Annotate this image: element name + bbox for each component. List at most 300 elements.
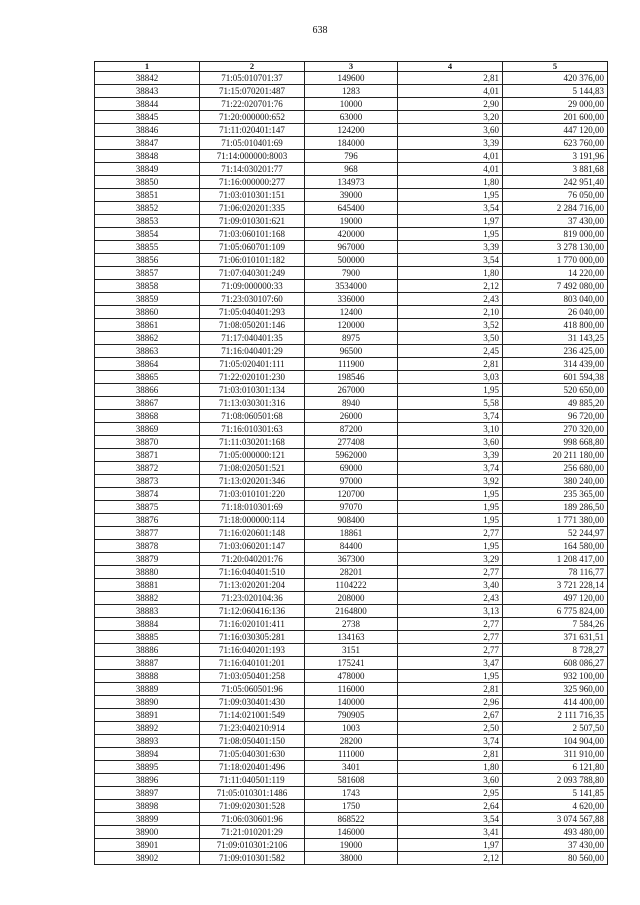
value-cell: 270 320,00 [503,423,608,436]
cadastral-number-cell: 71:16:030305:281 [200,631,305,644]
record-number-cell: 38858 [95,280,200,293]
table-row [95,345,608,358]
area-cell: 63000 [305,111,398,124]
record-number-cell: 38895 [95,761,200,774]
value-cell: 998 668,80 [503,436,608,449]
area-cell: 134973 [305,176,398,189]
rate-cell: 1,97 [398,839,503,852]
value-cell: 3 721 228,14 [503,579,608,592]
cadastral-number-cell: 71:08:050401:150 [200,735,305,748]
rate-cell: 1,95 [398,501,503,514]
value-cell: 932 100,00 [503,670,608,683]
value-cell: 497 120,00 [503,592,608,605]
rate-cell: 3,40 [398,579,503,592]
header-row [95,62,608,72]
record-number-cell: 38881 [95,579,200,592]
table-row [95,813,608,826]
column-header-3: 3 [305,62,398,72]
record-number-cell: 38898 [95,800,200,813]
value-cell: 1 208 417,00 [503,553,608,566]
rate-cell: 2,12 [398,280,503,293]
table-row [95,527,608,540]
table-row [95,306,608,319]
rate-cell: 2,81 [398,358,503,371]
record-number-cell: 38854 [95,228,200,241]
table-row [95,215,608,228]
area-cell: 1104222 [305,579,398,592]
area-cell: 38000 [305,852,398,865]
area-cell: 2164800 [305,605,398,618]
value-cell: 1 771 380,00 [503,514,608,527]
value-cell: 314 439,00 [503,358,608,371]
data-table [94,61,608,865]
rate-cell: 3,52 [398,319,503,332]
record-number-cell: 38859 [95,293,200,306]
area-cell: 39000 [305,189,398,202]
value-cell: 311 910,00 [503,748,608,761]
cadastral-number-cell: 71:05:020401:111 [200,358,305,371]
record-number-cell: 38844 [95,98,200,111]
rate-cell: 3,74 [398,735,503,748]
area-cell: 8940 [305,397,398,410]
record-number-cell: 38893 [95,735,200,748]
record-number-cell: 38875 [95,501,200,514]
value-cell: 49 885,20 [503,397,608,410]
table-row [95,163,608,176]
cadastral-number-cell: 71:16:020601:148 [200,527,305,540]
value-cell: 414 400,00 [503,696,608,709]
area-cell: 8975 [305,332,398,345]
value-cell: 3 191,96 [503,150,608,163]
record-number-cell: 38874 [95,488,200,501]
value-cell: 493 480,00 [503,826,608,839]
cadastral-number-cell: 71:08:020501:521 [200,462,305,475]
table-row [95,787,608,800]
rate-cell: 3,60 [398,774,503,787]
rate-cell: 3,60 [398,124,503,137]
table-row [95,85,608,98]
table-row [95,332,608,345]
area-cell: 69000 [305,462,398,475]
value-cell: 242 951,40 [503,176,608,189]
rate-cell: 1,95 [398,514,503,527]
table-row [95,696,608,709]
record-number-cell: 38885 [95,631,200,644]
area-cell: 968 [305,163,398,176]
value-cell: 601 594,38 [503,371,608,384]
area-cell: 1283 [305,85,398,98]
rate-cell: 2,96 [398,696,503,709]
table-row [95,72,608,85]
value-cell: 3 881,68 [503,163,608,176]
cadastral-number-cell: 71:05:010301:1486 [200,787,305,800]
cadastral-number-cell: 71:08:060501:68 [200,410,305,423]
table-row [95,319,608,332]
area-cell: 1743 [305,787,398,800]
table-row [95,488,608,501]
value-cell: 14 220,00 [503,267,608,280]
value-cell: 7 492 080,00 [503,280,608,293]
rate-cell: 3,54 [398,813,503,826]
table-row [95,241,608,254]
value-cell: 26 040,00 [503,306,608,319]
value-cell: 623 760,00 [503,137,608,150]
record-number-cell: 38869 [95,423,200,436]
table-row [95,605,608,618]
rate-cell: 3,92 [398,475,503,488]
value-cell: 2 093 788,80 [503,774,608,787]
value-cell: 8 728,27 [503,644,608,657]
record-number-cell: 38860 [95,306,200,319]
record-number-cell: 38896 [95,774,200,787]
area-cell: 2738 [305,618,398,631]
table-row [95,826,608,839]
area-cell: 120000 [305,319,398,332]
record-number-cell: 38901 [95,839,200,852]
rate-cell: 2,90 [398,98,503,111]
column-header-4: 4 [398,62,503,72]
rate-cell: 4,01 [398,163,503,176]
area-cell: 645400 [305,202,398,215]
record-number-cell: 38871 [95,449,200,462]
area-cell: 208000 [305,592,398,605]
cadastral-number-cell: 71:06:010101:182 [200,254,305,267]
record-number-cell: 38886 [95,644,200,657]
area-cell: 500000 [305,254,398,267]
cadastral-number-cell: 71:13:020201:346 [200,475,305,488]
table-row [95,228,608,241]
cadastral-number-cell: 71:13:020201:204 [200,579,305,592]
record-number-cell: 38890 [95,696,200,709]
table-row [95,748,608,761]
value-cell: 5 144,83 [503,85,608,98]
table-row [95,761,608,774]
rate-cell: 2,77 [398,644,503,657]
rate-cell: 1,95 [398,228,503,241]
cadastral-number-cell: 71:22:020101:230 [200,371,305,384]
area-cell: 97000 [305,475,398,488]
table-row [95,436,608,449]
record-number-cell: 38897 [95,787,200,800]
value-cell: 325 960,00 [503,683,608,696]
area-cell: 111000 [305,748,398,761]
table-row [95,111,608,124]
area-cell: 87200 [305,423,398,436]
value-cell: 380 240,00 [503,475,608,488]
cadastral-number-cell: 71:14:000000:8003 [200,150,305,163]
table-row [95,423,608,436]
table-row [95,254,608,267]
rate-cell: 3,39 [398,137,503,150]
value-cell: 76 050,00 [503,189,608,202]
rate-cell: 1,80 [398,267,503,280]
table-row [95,553,608,566]
rate-cell: 3,50 [398,332,503,345]
cadastral-number-cell: 71:17:040401:35 [200,332,305,345]
cadastral-number-cell: 71:16:040401:29 [200,345,305,358]
record-number-cell: 38866 [95,384,200,397]
value-cell: 819 000,00 [503,228,608,241]
value-cell: 37 430,00 [503,839,608,852]
record-number-cell: 38862 [95,332,200,345]
column-header-1: 1 [95,62,200,72]
value-cell: 418 800,00 [503,319,608,332]
rate-cell: 2,10 [398,306,503,319]
record-number-cell: 38882 [95,592,200,605]
table-row [95,683,608,696]
area-cell: 5962000 [305,449,398,462]
area-cell: 111900 [305,358,398,371]
cadastral-number-cell: 71:12:060416:136 [200,605,305,618]
rate-cell: 1,97 [398,215,503,228]
area-cell: 267000 [305,384,398,397]
rate-cell: 2,81 [398,72,503,85]
value-cell: 236 425,00 [503,345,608,358]
record-number-cell: 38867 [95,397,200,410]
record-number-cell: 38894 [95,748,200,761]
record-number-cell: 38876 [95,514,200,527]
table-row [95,839,608,852]
table-row [95,566,608,579]
rate-cell: 2,50 [398,722,503,735]
rate-cell: 3,13 [398,605,503,618]
record-number-cell: 38884 [95,618,200,631]
cadastral-number-cell: 71:21:010201:29 [200,826,305,839]
area-cell: 3401 [305,761,398,774]
area-cell: 790905 [305,709,398,722]
area-cell: 367300 [305,553,398,566]
cadastral-number-cell: 71:05:000000:121 [200,449,305,462]
rate-cell: 2,77 [398,618,503,631]
rate-cell: 2,64 [398,800,503,813]
table-row [95,514,608,527]
rate-cell: 3,74 [398,410,503,423]
table-row [95,124,608,137]
record-number-cell: 38845 [95,111,200,124]
cadastral-number-cell: 71:03:060201:147 [200,540,305,553]
value-cell: 4 620,00 [503,800,608,813]
table-row [95,280,608,293]
record-number-cell: 38888 [95,670,200,683]
rate-cell: 3,54 [398,202,503,215]
cadastral-number-cell: 71:05:040301:630 [200,748,305,761]
area-cell: 120700 [305,488,398,501]
value-cell: 7 584,26 [503,618,608,631]
cadastral-number-cell: 71:16:040201:193 [200,644,305,657]
record-number-cell: 38892 [95,722,200,735]
value-cell: 20 211 180,00 [503,449,608,462]
rate-cell: 1,80 [398,176,503,189]
cadastral-number-cell: 71:15:070201:487 [200,85,305,98]
table-row [95,618,608,631]
cadastral-number-cell: 71:06:020201:335 [200,202,305,215]
rate-cell: 4,01 [398,85,503,98]
record-number-cell: 38899 [95,813,200,826]
rate-cell: 3,10 [398,423,503,436]
record-number-cell: 38887 [95,657,200,670]
rate-cell: 3,29 [398,553,503,566]
value-cell: 2 284 716,00 [503,202,608,215]
cadastral-number-cell: 71:22:020701:76 [200,98,305,111]
table-row [95,449,608,462]
area-cell: 18861 [305,527,398,540]
area-cell: 10000 [305,98,398,111]
rate-cell: 2,81 [398,683,503,696]
table-header [95,62,608,72]
cadastral-number-cell: 71:05:040401:293 [200,306,305,319]
table-row [95,540,608,553]
value-cell: 78 116,77 [503,566,608,579]
area-cell: 19000 [305,215,398,228]
area-cell: 277408 [305,436,398,449]
rate-cell: 1,95 [398,670,503,683]
value-cell: 3 278 130,00 [503,241,608,254]
value-cell: 2 507,50 [503,722,608,735]
table-row [95,644,608,657]
value-cell: 31 143,25 [503,332,608,345]
record-number-cell: 38847 [95,137,200,150]
cadastral-number-cell: 71:09:020301:528 [200,800,305,813]
cadastral-number-cell: 71:05:010701:37 [200,72,305,85]
table-row [95,501,608,514]
record-number-cell: 38863 [95,345,200,358]
value-cell: 52 244,97 [503,527,608,540]
record-number-cell: 38848 [95,150,200,163]
value-cell: 235 365,00 [503,488,608,501]
cadastral-number-cell: 71:11:020401:147 [200,124,305,137]
record-number-cell: 38856 [95,254,200,267]
table-row [95,358,608,371]
value-cell: 80 560,00 [503,852,608,865]
record-number-cell: 38852 [95,202,200,215]
area-cell: 420000 [305,228,398,241]
record-number-cell: 38851 [95,189,200,202]
table-row [95,631,608,644]
table-row [95,670,608,683]
value-cell: 256 680,00 [503,462,608,475]
area-cell: 967000 [305,241,398,254]
cadastral-number-cell: 71:05:060701:109 [200,241,305,254]
value-cell: 6 121,80 [503,761,608,774]
cadastral-number-cell: 71:03:060101:168 [200,228,305,241]
record-number-cell: 38879 [95,553,200,566]
value-cell: 5 141,85 [503,787,608,800]
cadastral-number-cell: 71:08:050201:146 [200,319,305,332]
cadastral-number-cell: 71:20:040201:76 [200,553,305,566]
table-row [95,579,608,592]
value-cell: 2 111 716,35 [503,709,608,722]
rate-cell: 3,74 [398,462,503,475]
value-cell: 189 286,50 [503,501,608,514]
rate-cell: 4,01 [398,150,503,163]
rate-cell: 3,39 [398,241,503,254]
cadastral-number-cell: 71:03:010101:220 [200,488,305,501]
area-cell: 1003 [305,722,398,735]
record-number-cell: 38880 [95,566,200,579]
rate-cell: 1,80 [398,761,503,774]
value-cell: 3 074 567,88 [503,813,608,826]
table-row [95,371,608,384]
area-cell: 28201 [305,566,398,579]
area-cell: 12400 [305,306,398,319]
table-row [95,462,608,475]
area-cell: 146000 [305,826,398,839]
table-row [95,176,608,189]
record-number-cell: 38878 [95,540,200,553]
area-cell: 140000 [305,696,398,709]
area-cell: 581608 [305,774,398,787]
record-number-cell: 38864 [95,358,200,371]
table-row [95,657,608,670]
value-cell: 96 720,00 [503,410,608,423]
area-cell: 478000 [305,670,398,683]
record-number-cell: 38865 [95,371,200,384]
rate-cell: 5,58 [398,397,503,410]
cadastral-number-cell: 71:16:040101:201 [200,657,305,670]
cadastral-number-cell: 71:03:010301:134 [200,384,305,397]
value-cell: 420 376,00 [503,72,608,85]
rate-cell: 3,20 [398,111,503,124]
cadastral-number-cell: 71:16:020101:411 [200,618,305,631]
table-row [95,98,608,111]
cadastral-number-cell: 71:03:050401:258 [200,670,305,683]
record-number-cell: 38900 [95,826,200,839]
cadastral-number-cell: 71:11:030201:168 [200,436,305,449]
table-row [95,410,608,423]
rate-cell: 3,03 [398,371,503,384]
area-cell: 97070 [305,501,398,514]
value-cell: 201 600,00 [503,111,608,124]
table-row [95,202,608,215]
value-cell: 29 000,00 [503,98,608,111]
value-cell: 1 770 000,00 [503,254,608,267]
cadastral-number-cell: 71:14:021001:549 [200,709,305,722]
rate-cell: 1,95 [398,189,503,202]
rate-cell: 2,43 [398,293,503,306]
area-cell: 7900 [305,267,398,280]
rate-cell: 2,77 [398,566,503,579]
cadastral-number-cell: 71:06:030601:96 [200,813,305,826]
table-row [95,800,608,813]
area-cell: 868522 [305,813,398,826]
table-row [95,397,608,410]
rate-cell: 3,41 [398,826,503,839]
record-number-cell: 38843 [95,85,200,98]
value-cell: 371 631,51 [503,631,608,644]
rate-cell: 3,54 [398,254,503,267]
cadastral-number-cell: 71:05:060501:96 [200,683,305,696]
record-number-cell: 38849 [95,163,200,176]
rate-cell: 2,81 [398,748,503,761]
table-row [95,150,608,163]
cadastral-number-cell: 71:20:000000:652 [200,111,305,124]
rate-cell: 2,67 [398,709,503,722]
area-cell: 175241 [305,657,398,670]
record-number-cell: 38855 [95,241,200,254]
value-cell: 520 650,00 [503,384,608,397]
value-cell: 803 040,00 [503,293,608,306]
rate-cell: 3,47 [398,657,503,670]
value-cell: 6 775 824,00 [503,605,608,618]
cadastral-number-cell: 71:09:010301:621 [200,215,305,228]
cadastral-number-cell: 71:16:010301:63 [200,423,305,436]
cadastral-number-cell: 71:13:030301:316 [200,397,305,410]
cadastral-number-cell: 71:03:010301:151 [200,189,305,202]
value-cell: 104 904,00 [503,735,608,748]
area-cell: 19000 [305,839,398,852]
record-number-cell: 38853 [95,215,200,228]
area-cell: 149600 [305,72,398,85]
